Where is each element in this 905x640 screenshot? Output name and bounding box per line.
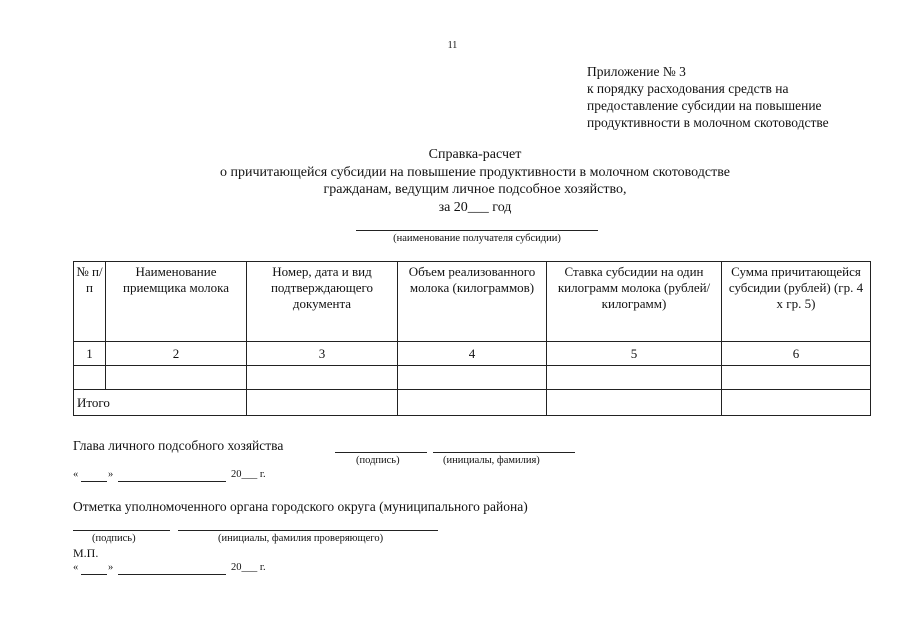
empty-cell[interactable] [74,366,106,390]
heading-line-2: о причитающейся субсидии на повышение продуктивности в молочном скотоводстве [220,164,730,180]
authority-name-caption: (инициалы, фамилия проверяющего) [218,533,384,544]
date-day-line [81,481,107,482]
total-label: Итого [74,390,247,416]
recipient-caption: (наименование получателя субсидии) [393,233,561,244]
table-header-row [74,262,871,342]
household-head-signature-line [335,452,427,453]
column-number-1: 1 [74,342,106,366]
household-head-name-caption: (инициалы, фамилия) [443,455,540,466]
table-row-total [74,390,871,416]
household-head-signature-caption: (подпись) [356,455,400,466]
authority-date-month-line [118,574,226,575]
appendix-line-3: предоставление субсидии на повышение [587,98,822,113]
heading-line-3: гражданам, ведущим личное подсобное хозяйство, [323,182,627,197]
authority-date-open-quote: « [73,562,79,573]
household-head-label: Глава личного подсобного хозяйства [73,438,284,453]
empty-cell[interactable] [722,366,871,390]
household-head-name-line [433,452,575,453]
total-cell[interactable] [722,390,871,416]
stamp-place-label: М.П. [73,546,99,560]
header-document: Номер, дата и вид подтверждающего документа [247,262,398,342]
document-title: Справка-расчет [428,147,522,162]
appendix-line-1: Приложение № 3 [587,64,686,79]
empty-cell[interactable] [398,366,547,390]
page-number: 11 [447,40,458,51]
column-number-5: 5 [547,342,722,366]
recipient-name-line [356,230,598,231]
header-number: № п/п [74,262,106,342]
empty-cell[interactable] [547,366,722,390]
header-subsidy-rate: Ставка субсидии на один килограмм молока (рублей/килограмм) [547,262,722,342]
header-milk-volume: Объем реализованного молока (килограммов) [398,262,547,342]
heading-line-4: за 20___ год [438,199,512,215]
authority-mark-label: Отметка уполномоченного органа городского округа (муниципального района) [73,499,528,514]
total-cell[interactable] [547,390,722,416]
date-year: 20___ г. [231,469,266,480]
empty-cell[interactable] [247,366,398,390]
total-cell[interactable] [247,390,398,416]
date-open-quote: « [73,469,79,480]
authority-name-line [178,530,438,531]
document-heading [100,146,850,216]
authority-signature-caption: (подпись) [92,533,136,544]
column-number-6: 6 [722,342,871,366]
column-number-4: 4 [398,342,547,366]
authority-date-day-line [81,574,107,575]
calculation-table [73,261,871,416]
empty-cell[interactable] [106,366,247,390]
date-month-line [118,481,226,482]
appendix-line-2: к порядку расходования средств на [587,81,789,96]
table-row-empty [74,366,871,390]
date-close-quote: » [108,469,114,480]
header-subsidy-amount: Сумма причитающейся субсидии (рублей) (гр. 4 x гр. 5) [722,262,871,342]
appendix-note [587,63,829,131]
authority-date-close-quote: » [108,562,114,573]
header-receiver-name: Наименование приемщика молока [106,262,247,342]
appendix-line-4: продуктивности в молочном скотоводстве [587,115,829,130]
authority-date-year: 20___ г. [231,562,266,573]
column-number-2: 2 [106,342,247,366]
table-row-column-numbers [74,342,871,366]
total-cell[interactable] [398,390,547,416]
authority-signature-line [73,530,170,531]
column-number-3: 3 [247,342,398,366]
